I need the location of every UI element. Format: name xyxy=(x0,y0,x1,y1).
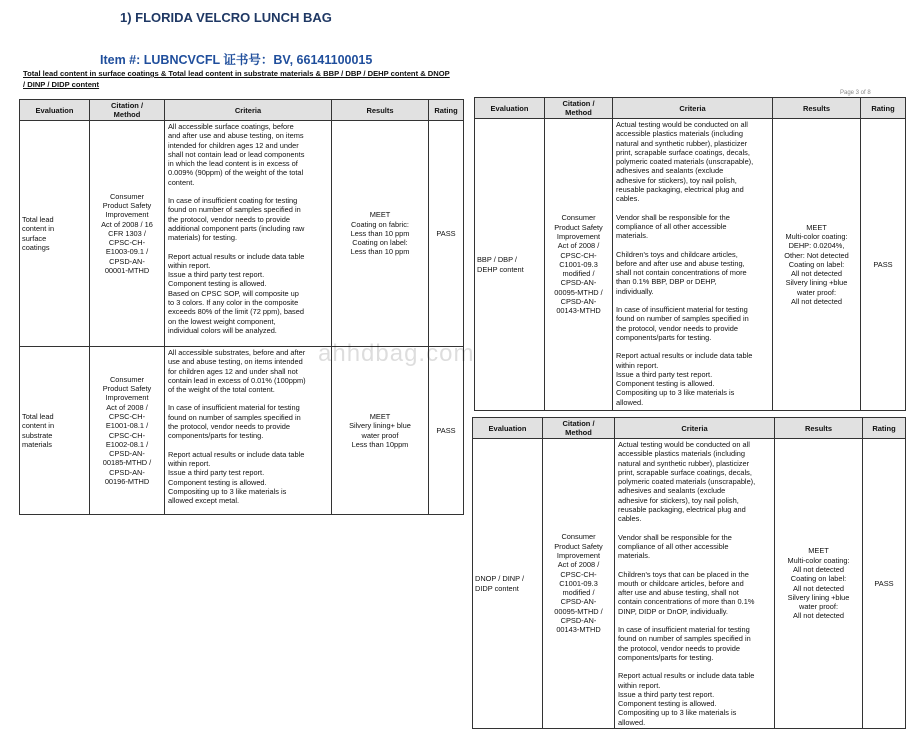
header-results: Results xyxy=(775,418,863,439)
criteria-paragraph: Children's toys and childcare articles, before and after use and abuse testing, shall not contain concentrations of more than 0.1% BBP, DBP or DEHP, individually. xyxy=(616,249,747,296)
rating-cell: PASS xyxy=(863,439,906,729)
results-cell: MEET Silvery lining+ blue water proof Less than 10ppm xyxy=(332,347,429,515)
criteria-paragraph: Report actual results or include data table within report. Issue a third party test report. Component testing is allowed. Compositing up to 3 like materials is allowed. xyxy=(618,671,755,727)
evaluation-cell: DNOP / DINP / DIDP content xyxy=(473,439,543,729)
criteria-paragraph: All accessible surface coatings, before and after use and abuse testing, on items intended for children ages 12 and under shall not contain lead or lead components in which the lead content is in excess of 0.009% (90ppm) of the weight of the total content. xyxy=(168,122,305,187)
table-row xyxy=(475,119,906,411)
criteria-paragraph: All accessible substrates, before and after use and abuse testing, on items intended for children ages 12 and under shall not contain lead in excess of 0.01% (100ppm) of the weight of the total content. xyxy=(168,348,306,395)
criteria-paragraph: Vendor shall be responsible for the compliance of all other accessible materials. xyxy=(618,532,732,561)
criteria-paragraph: In case of insufficient coating for testing found on number of samples specified in the protocol, vendor needs to provide additional component parts (including raw materials) for testing. xyxy=(168,196,305,243)
watermark-text: ahhdbag.com xyxy=(318,340,475,367)
citation-cell: Consumer Product Safety Improvement Act of 2008 / 16 CFR 1303 / CPSC-CH- E1003-09.1 / CPSD-AN- 00001-MTHD xyxy=(90,121,165,347)
citation-cell: Consumer Product Safety Improvement Act of 2008 / CPSC-CH- C1001-09.3 modified / CPSD-AN- 00095-MTHD / CPSD-AN- 00143-MTHD xyxy=(545,119,613,411)
table-row xyxy=(20,347,464,515)
header-evaluation: Evaluation xyxy=(473,418,543,439)
page-number: Page 3 of 8 xyxy=(840,90,871,96)
page-heading: 1) FLORIDA VELCRO LUNCH BAG xyxy=(120,10,332,25)
criteria-paragraph: In case of insufficient material for testing found on number of samples specified in the protocol, vendor needs to provide components/parts for testing. xyxy=(616,305,749,342)
header-citation: Citation / Method xyxy=(545,98,613,119)
criteria-cell xyxy=(613,119,773,411)
criteria-cell xyxy=(165,347,332,515)
citation-cell: Consumer Product Safety Improvement Act of 2008 / CPSC-CH- E1001-08.1 / CPSC-CH- E1002-08.1 / CPSD-AN- 00185-MTHD / CPSD-AN- 00196-MTHD xyxy=(90,347,165,515)
table-row xyxy=(473,439,906,729)
criteria-paragraph: In case of insufficient material for testing found on number of samples specified in the protocol, vendor needs to provide components/parts for testing. xyxy=(168,403,301,441)
results-cell: MEET Multi-color coating: DEHP: 0.0204%, Other: Not detected Coating on label: All not detected Silvery lining +blue water proof: All not detected xyxy=(773,119,861,411)
dnop-dinp-didp-table xyxy=(472,417,906,729)
table-row xyxy=(20,121,464,347)
item-number-line: Item #: LUBNCVCFL 证书号：BV, 66141100015 xyxy=(100,53,373,67)
header-citation: Citation / Method xyxy=(90,100,165,121)
results-cell: MEET Multi-color coating: All not detected Coating on label: All not detected Silvery lining +blue water proof: All not detected xyxy=(775,439,863,729)
criteria-paragraph: Report actual results or include data table within report. Issue a third party test report. Component testing is allowed. Compositing up to 3 like materials is allowed. xyxy=(616,351,753,407)
evaluation-cell: BBP / DBP / DEHP content xyxy=(475,119,545,411)
criteria-paragraph: Children's toys that can be placed in the mouth or childcare articles, before and after use and abuse testing, shall not contain concentrations of more than 0.1% DINP, DIDP or DnOP, individually. xyxy=(618,569,755,616)
header-results: Results xyxy=(773,98,861,119)
header-citation: Citation / Method xyxy=(543,418,615,439)
rating-cell: PASS xyxy=(429,347,464,515)
header-criteria: Criteria xyxy=(613,98,773,119)
criteria-paragraph: Actual testing would be conducted on all accessible plastics materials (including natural and synthetic rubber), plasticizer print, scrapable surface coatings, decals, polymeric coated materials (unscrapable), adhesives and sealants (exclude adhesive for stickers), toy nail polish, reusable packaging, electrical plug and cables. xyxy=(616,120,754,204)
criteria-cell xyxy=(165,121,332,347)
header-rating: Rating xyxy=(863,418,906,439)
rating-cell: PASS xyxy=(861,119,906,411)
criteria-paragraph: Report actual results or include data table within report. Issue a third party test report. Component testing is allowed. Compositing up to 3 like materials is allowed except metal. xyxy=(168,449,305,506)
criteria-paragraph: Report actual results or include data table within report. Issue a third party test report. Component testing is allowed. Based on CPSC SOP, will composite up to 3 colors. If any color in the composite exceeds 80% of the limit (72 ppm), based on the lowest weight component, individual colors will be analyzed. xyxy=(168,251,305,335)
header-evaluation: Evaluation xyxy=(475,98,545,119)
table-description: Total lead content in surface coatings & Total lead content in substrate materials & BBP / DBP / DEHP content & DNOP / DINP / DIDP content xyxy=(23,69,450,89)
criteria-paragraph: Actual testing would be conducted on all accessible plastics materials (including natural and synthetic rubber), plasticizer print, scrapable surface coatings, decals, polymeric coated materials (unscrapable), adhesives and sealants (exclude adhesive for stickers), toy nail polish, reusable packaging, electrical plug and cables. xyxy=(618,440,756,524)
lead-content-table xyxy=(19,99,464,515)
results-cell: MEET Coating on fabric: Less than 10 ppm Coating on label: Less than 10 ppm xyxy=(332,121,429,347)
bbp-dbp-dehp-table xyxy=(474,97,906,411)
evaluation-cell: Total lead content in substrate materials xyxy=(20,347,90,515)
header-criteria: Criteria xyxy=(165,100,332,121)
header-rating: Rating xyxy=(861,98,906,119)
header-criteria: Criteria xyxy=(615,418,775,439)
criteria-cell xyxy=(615,439,775,729)
criteria-paragraph: Vendor shall be responsible for the compliance of all other accessible materials. xyxy=(616,212,730,241)
header-rating: Rating xyxy=(429,100,464,121)
evaluation-cell: Total lead content in surface coatings xyxy=(20,121,90,347)
header-evaluation: Evaluation xyxy=(20,100,90,121)
criteria-paragraph: In case of insufficient material for testing found on number of samples specified in the protocol, vendor needs to provide components/parts for testing. xyxy=(618,625,751,662)
rating-cell: PASS xyxy=(429,121,464,347)
header-results: Results xyxy=(332,100,429,121)
citation-cell: Consumer Product Safety Improvement Act of 2008 / CPSC-CH- C1001-09.3 modified / CPSD-AN- 00095-MTHD / CPSD-AN- 00143-MTHD xyxy=(543,439,615,729)
